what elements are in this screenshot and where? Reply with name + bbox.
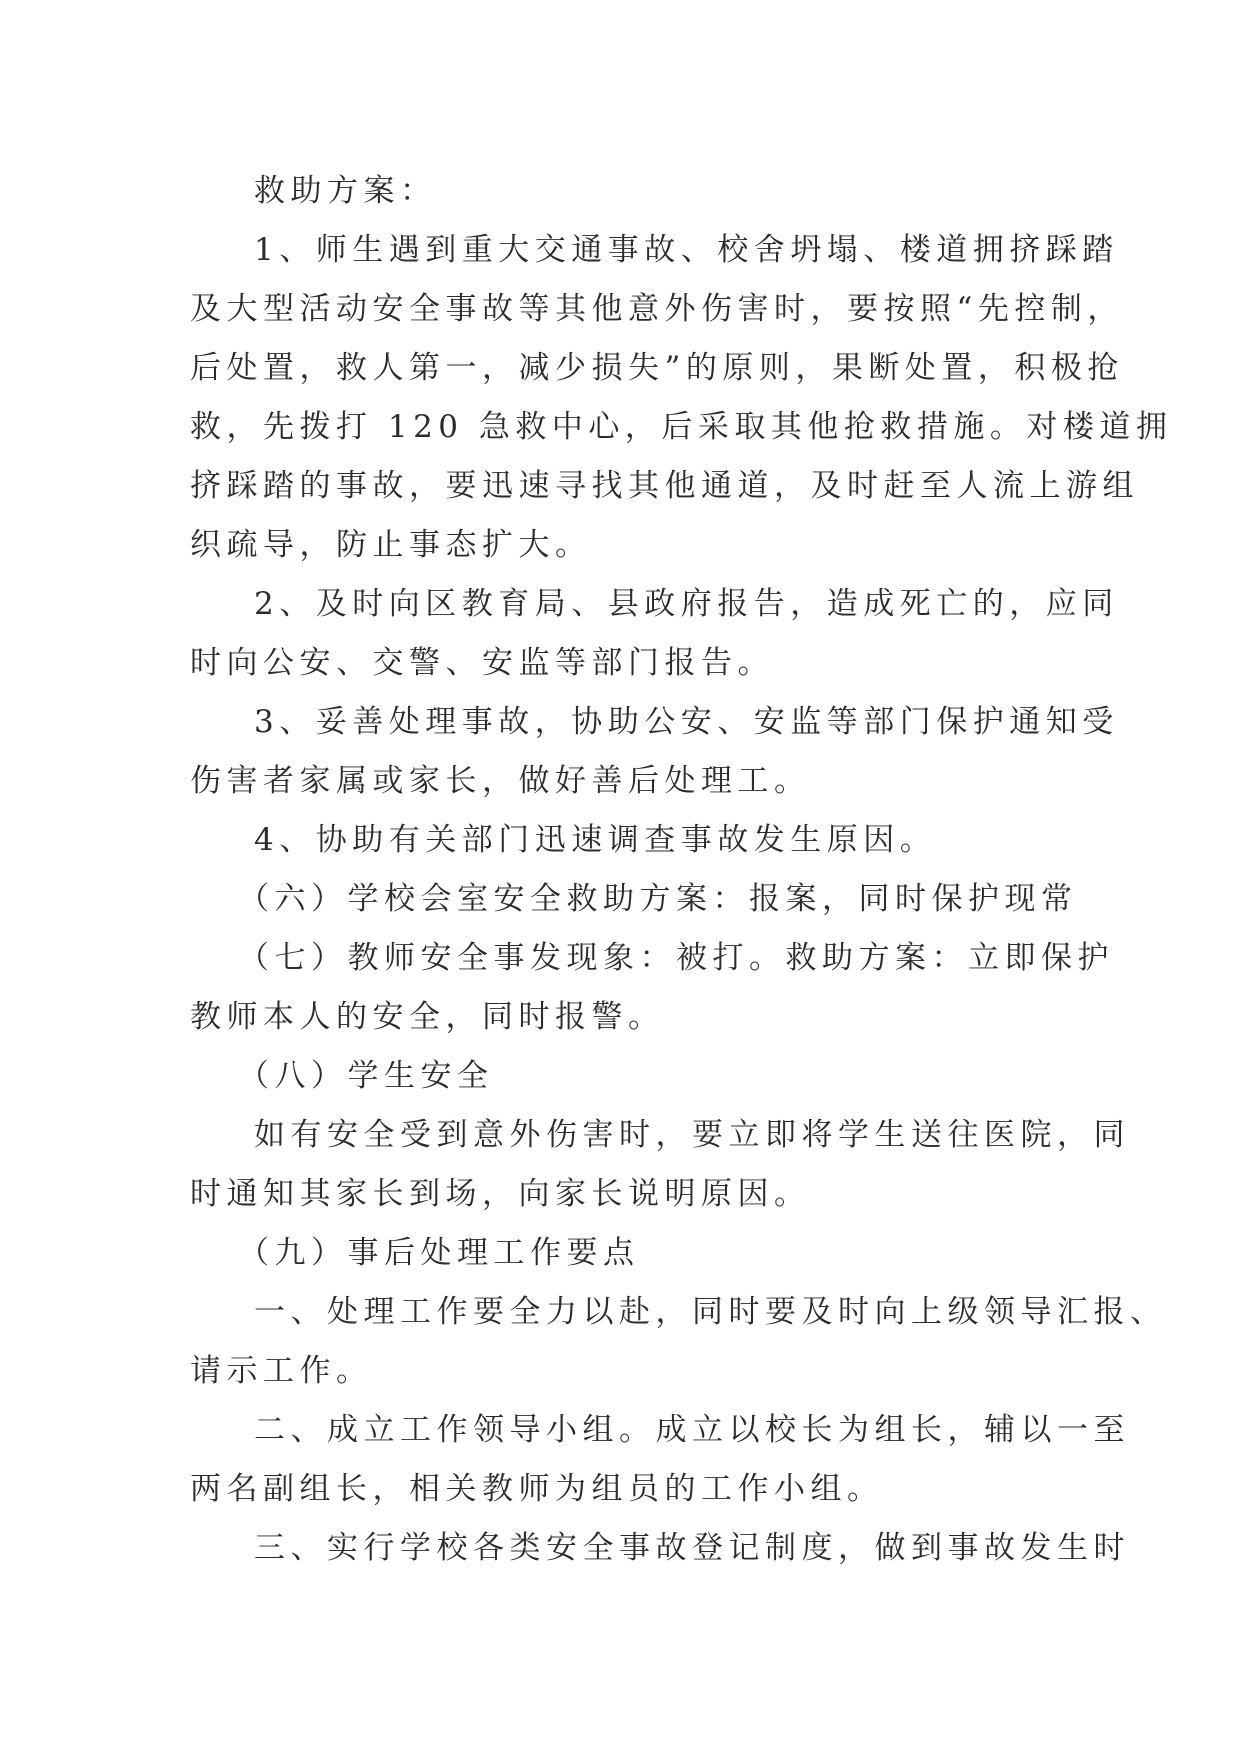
text-line: 救，先拨打 120 急救中心，后采取其他抢救措施。对楼道拥 — [190, 409, 1173, 445]
text-line: 及大型活动安全事故等其他意外伤害时，要按照“先控制， — [190, 291, 1124, 327]
text-line: 后处置，救人第一，减少损失”的原则，果断处置，积极抢 — [190, 350, 1124, 386]
text-line: 两名副组长，相关教师为组员的工作小组。 — [190, 1471, 884, 1507]
text-line: 时通知其家长到场，向家长说明原因。 — [190, 1176, 811, 1212]
text-line: 救助方案： — [254, 173, 437, 209]
section-heading-line: （八）学生安全 — [238, 1058, 494, 1094]
text-line: 1、师生遇到重大交通事故、校舍坍塌、楼道拥挤踩踏 — [254, 232, 1119, 268]
text-line: 3、妥善处理事故，协助公安、安监等部门保护通知受 — [254, 704, 1119, 740]
section-heading-line: （七）教师安全事发现象：被打。救助方案：立即保护 — [238, 940, 1114, 976]
text-line: 教师本人的安全，同时报警。 — [190, 999, 665, 1035]
text-line: 伤害者家属或家长，做好善后处理工。 — [190, 763, 811, 799]
text-line: 二、成立工作领导小组。成立以校长为组长，辅以一至 — [254, 1412, 1130, 1448]
text-line: 挤踩踏的事故，要迅速寻找其他通道，及时赶至人流上游组 — [190, 468, 1139, 504]
text-line: 2、及时向区教育局、县政府报告，造成死亡的，应同 — [254, 586, 1119, 622]
text-line: 一、处理工作要全力以赴，同时要及时向上级领导汇报、 — [254, 1294, 1167, 1330]
text-line: 请示工作。 — [190, 1353, 373, 1389]
text-line: 织疏导，防止事态扩大。 — [190, 527, 592, 563]
text-line: 时向公安、交警、安监等部门报告。 — [190, 645, 774, 681]
section-heading-line: （九）事后处理工作要点 — [238, 1235, 640, 1271]
text-line: 如有安全受到意外伤害时，要立即将学生送往医院，同 — [254, 1117, 1130, 1153]
text-line: 4、协助有关部门迅速调查事故发生原因。 — [254, 822, 937, 858]
text-line: 三、实行学校各类安全事故登记制度，做到事故发生时 — [254, 1530, 1130, 1566]
document-body — [190, 162, 1173, 1578]
section-heading-line: （六）学校会室安全救助方案：报案，同时保护现常 — [238, 881, 1078, 917]
